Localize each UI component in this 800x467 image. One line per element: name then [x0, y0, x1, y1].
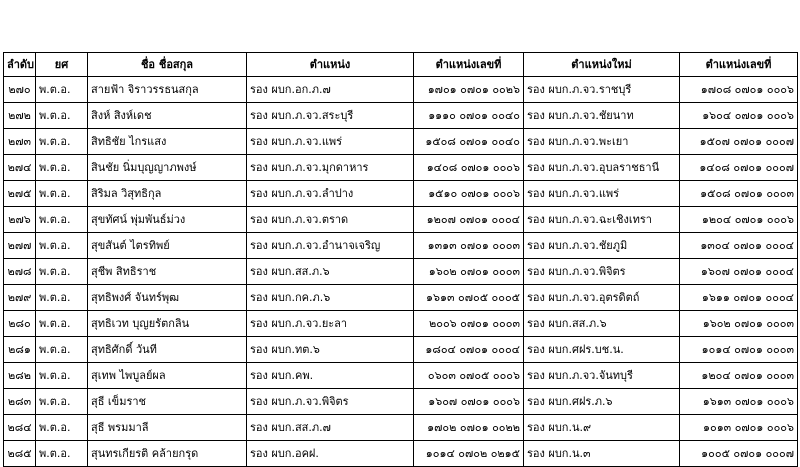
rank-cell: พ.ต.อ. [36, 363, 88, 389]
position-no-cell: ๑๕๐๘ ๐๗๐๑ ๐๐๔๐ [414, 129, 524, 155]
table-row [4, 103, 798, 129]
name-cell: สายฟ้า จิราวรรธนสกุล [88, 77, 247, 103]
rank-cell: พ.ต.อ. [36, 441, 88, 467]
rank-cell: พ.ต.อ. [36, 337, 88, 363]
header-new-position-no: ตำแหน่งเลขที่ [680, 53, 798, 77]
new-position-no-cell: ๑๒๐๔ ๐๗๐๑ ๐๐๐๖ [680, 207, 798, 233]
order-cell: ๒๗๗ [4, 233, 36, 259]
name-cell: สินชัย นิ่มบุญญาภพงษ์ [88, 155, 247, 181]
position-no-cell: ๑๕๑๐ ๐๗๐๑ ๐๐๐๖ [414, 181, 524, 207]
header-order: ลำดับ [4, 53, 36, 77]
new-position-cell: รอง ผบก.ภ.จว.อุตรดิตถ์ [524, 285, 680, 311]
new-position-no-cell: ๑๔๐๘ ๐๗๐๑ ๐๐๐๗ [680, 155, 798, 181]
new-position-cell: รอง ผบก.สส.ภ.๖ [524, 311, 680, 337]
new-position-no-cell: ๑๐๑๓ ๐๗๐๑ ๐๐๐๖ [680, 415, 798, 441]
name-cell: สุทธิเวท บุญยรัตกลิน [88, 311, 247, 337]
rank-cell: พ.ต.อ. [36, 207, 88, 233]
rank-cell: พ.ต.อ. [36, 389, 88, 415]
position-no-cell: ๑๔๐๘ ๐๗๐๑ ๐๐๐๖ [414, 155, 524, 181]
name-cell: สุธี เข็มราช [88, 389, 247, 415]
name-cell: สุขสันต์ ไตรทิพย์ [88, 233, 247, 259]
name-cell: สุธี พรมมาลี [88, 415, 247, 441]
order-cell: ๒๘๑ [4, 337, 36, 363]
new-position-cell: รอง ผบก.ศฝร.ภ.๖ [524, 389, 680, 415]
position-no-cell: ๑๖๐๗ ๐๗๐๑ ๐๐๐๖ [414, 389, 524, 415]
header-rank: ยศ [36, 53, 88, 77]
position-cell: รอง ผบก.ภ.จว.อำนาจเจริญ [247, 233, 414, 259]
position-no-cell: ๑๐๑๔ ๐๗๐๒ ๐๒๑๕ [414, 441, 524, 467]
new-position-cell: รอง ผบก.น.๙ [524, 415, 680, 441]
position-cell: รอง ผบก.สส.ภ.๖ [247, 259, 414, 285]
new-position-no-cell: ๑๕๐๗ ๐๗๐๑ ๐๐๐๗ [680, 129, 798, 155]
rank-cell: พ.ต.อ. [36, 415, 88, 441]
name-cell: สุทธิพงศ์ จันทร์พุฒ [88, 285, 247, 311]
order-cell: ๒๘๔ [4, 415, 36, 441]
new-position-cell: รอง ผบก.ภ.จว.แพร่ [524, 181, 680, 207]
rank-cell: พ.ต.อ. [36, 259, 88, 285]
table-row [4, 285, 798, 311]
position-no-cell: ๒๐๐๖ ๐๗๐๑ ๐๐๐๓ [414, 311, 524, 337]
name-cell: สุขทัศน์ พุ่มพันธ์ม่วง [88, 207, 247, 233]
rank-cell: พ.ต.อ. [36, 155, 88, 181]
new-position-no-cell: ๑๖๐๒ ๐๗๐๑ ๐๐๐๓ [680, 311, 798, 337]
rank-cell: พ.ต.อ. [36, 285, 88, 311]
table-row [4, 337, 798, 363]
table-row [4, 233, 798, 259]
position-cell: รอง ผบก.ภ.จว.ตราด [247, 207, 414, 233]
new-position-no-cell: ๑๒๐๔ ๐๗๐๑ ๐๐๐๓ [680, 363, 798, 389]
header-position-no: ตำแหน่งเลขที่ [414, 53, 524, 77]
rank-cell: พ.ต.อ. [36, 311, 88, 337]
order-cell: ๒๘๒ [4, 363, 36, 389]
table-row [4, 181, 798, 207]
name-cell: สิทธิชัย ไกรแสง [88, 129, 247, 155]
table-row [4, 363, 798, 389]
order-cell: ๒๗๒ [4, 103, 36, 129]
header-position: ตำแหน่ง [247, 53, 414, 77]
header-name: ชื่อ ชื่อสกุล [88, 53, 247, 77]
new-position-cell: รอง ผบก.ภ.จว.ฉะเชิงเทรา [524, 207, 680, 233]
position-no-cell: ๑๒๐๗ ๐๗๐๑ ๐๐๐๔ [414, 207, 524, 233]
position-no-cell: ๑๗๐๑ ๐๗๐๑ ๐๐๒๖ [414, 77, 524, 103]
table-row [4, 389, 798, 415]
order-cell: ๒๗๕ [4, 181, 36, 207]
new-position-no-cell: ๑๕๐๘ ๐๗๐๑ ๐๐๐๓ [680, 181, 798, 207]
new-position-no-cell: ๑๐๑๔ ๐๗๐๑ ๐๐๐๓ [680, 337, 798, 363]
order-cell: ๒๗๘ [4, 259, 36, 285]
rank-cell: พ.ต.อ. [36, 103, 88, 129]
order-cell: ๒๘๓ [4, 389, 36, 415]
table-row [4, 155, 798, 181]
new-position-cell: รอง ผบก.น.๓ [524, 441, 680, 467]
table-row [4, 415, 798, 441]
table-row [4, 207, 798, 233]
new-position-no-cell: ๑๖๐๗ ๐๗๐๑ ๐๐๐๔ [680, 259, 798, 285]
header-new-position: ตำแหน่งใหม่ [524, 53, 680, 77]
position-no-cell: ๑๘๐๔ ๐๗๐๑ ๐๐๐๔ [414, 337, 524, 363]
rank-cell: พ.ต.อ. [36, 77, 88, 103]
position-cell: รอง ผบก.กค.ภ.๖ [247, 285, 414, 311]
order-cell: ๒๗๐ [4, 77, 36, 103]
table-row [4, 441, 798, 467]
header-row [4, 53, 798, 77]
new-position-no-cell: ๑๐๐๕ ๐๗๐๑ ๐๐๐๗ [680, 441, 798, 467]
new-position-cell: รอง ผบก.ภ.จว.พะเยา [524, 129, 680, 155]
position-no-cell: ๑๖๐๒ ๐๗๐๑ ๐๐๐๓ [414, 259, 524, 285]
assignment-table [3, 52, 798, 467]
order-cell: ๒๘๕ [4, 441, 36, 467]
table-row [4, 129, 798, 155]
new-position-no-cell: ๑๖๑๑ ๐๗๐๑ ๐๐๐๔ [680, 285, 798, 311]
position-cell: รอง ผบก.ภ.จว.มุกดาหาร [247, 155, 414, 181]
new-position-cell: รอง ผบก.ภ.จว.ราชบุรี [524, 77, 680, 103]
rank-cell: พ.ต.อ. [36, 129, 88, 155]
new-position-cell: รอง ผบก.ภ.จว.พิจิตร [524, 259, 680, 285]
position-cell: รอง ผบก.ภ.จว.ยะลา [247, 311, 414, 337]
position-no-cell: ๐๖๐๓ ๐๗๐๕ ๐๐๐๖ [414, 363, 524, 389]
position-no-cell: ๑๗๐๒ ๐๗๐๑ ๐๐๒๒ [414, 415, 524, 441]
new-position-cell: รอง ผบก.ภ.จว.ชัยนาท [524, 103, 680, 129]
new-position-cell: รอง ผบก.ภ.จว.อุบลราชธานี [524, 155, 680, 181]
position-cell: รอง ผบก.ภ.จว.สระบุรี [247, 103, 414, 129]
table-row [4, 259, 798, 285]
position-cell: รอง ผบก.สส.ภ.๗ [247, 415, 414, 441]
table-row [4, 77, 798, 103]
position-no-cell: ๑๓๑๓ ๐๗๐๑ ๐๐๐๓ [414, 233, 524, 259]
rank-cell: พ.ต.อ. [36, 181, 88, 207]
name-cell: สิงห์ สิงห์เดช [88, 103, 247, 129]
new-position-no-cell: ๑๓๐๔ ๐๗๐๑ ๐๐๐๔ [680, 233, 798, 259]
name-cell: สิริมล วิสุทธิกุล [88, 181, 247, 207]
position-no-cell: ๑๑๑๐ ๐๗๐๑ ๐๐๔๐ [414, 103, 524, 129]
name-cell: สุชีพ สิทธิราช [88, 259, 247, 285]
new-position-no-cell: ๑๗๐๘ ๐๗๐๑ ๐๐๐๖ [680, 77, 798, 103]
order-cell: ๒๗๔ [4, 155, 36, 181]
name-cell: สุทธิศักดิ์ วันที [88, 337, 247, 363]
table-row [4, 311, 798, 337]
position-cell: รอง ผบก.ภ.จว.พิจิตร [247, 389, 414, 415]
new-position-cell: รอง ผบก.ศฝร.บช.น. [524, 337, 680, 363]
order-cell: ๒๗๖ [4, 207, 36, 233]
position-cell: รอง ผบก.คพ. [247, 363, 414, 389]
name-cell: สุนทรเกียรติ คล้ายกรุด [88, 441, 247, 467]
new-position-no-cell: ๑๖๐๔ ๐๗๐๑ ๐๐๐๖ [680, 103, 798, 129]
position-cell: รอง ผบก.ภ.จว.ลำปาง [247, 181, 414, 207]
order-cell: ๒๘๐ [4, 311, 36, 337]
position-no-cell: ๑๖๑๓ ๐๗๐๕ ๐๐๐๕ [414, 285, 524, 311]
new-position-no-cell: ๑๖๑๓ ๐๗๐๑ ๐๐๐๖ [680, 389, 798, 415]
position-cell: รอง ผบก.ทต.๖ [247, 337, 414, 363]
new-position-cell: รอง ผบก.ภ.จว.ชัยภูมิ [524, 233, 680, 259]
position-cell: รอง ผบก.อคฝ. [247, 441, 414, 467]
rank-cell: พ.ต.อ. [36, 233, 88, 259]
position-cell: รอง ผบก.อก.ภ.๗ [247, 77, 414, 103]
name-cell: สุเทพ ไพบูลย์ผล [88, 363, 247, 389]
new-position-cell: รอง ผบก.ภ.จว.จันทบุรี [524, 363, 680, 389]
order-cell: ๒๗๙ [4, 285, 36, 311]
order-cell: ๒๗๓ [4, 129, 36, 155]
position-cell: รอง ผบก.ภ.จว.แพร่ [247, 129, 414, 155]
